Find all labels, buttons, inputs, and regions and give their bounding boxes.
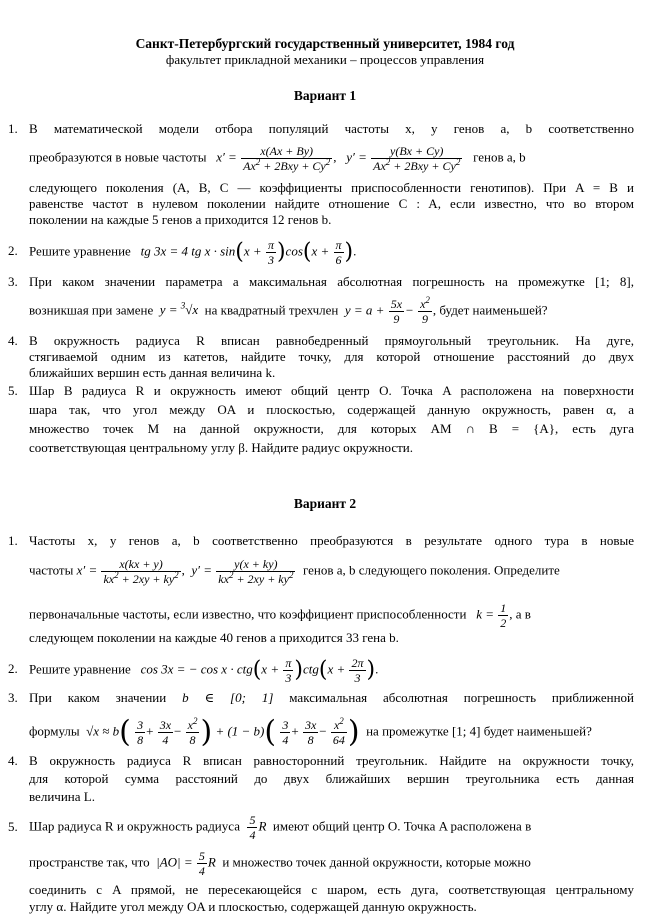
formula-fraction: $\frac{5}{4}$ bbox=[198, 849, 205, 878]
problem-text-line: Шар радиуса R и окружность радиуса $\frac{5}{4}$ R имеют общий центр O. Точка A расположена в bbox=[29, 813, 532, 842]
problem-number: 1. bbox=[8, 121, 18, 136]
problem-text-line: преобразуются в новые частоты x′ = $\frac{x(Ax + By)}{Ax^2 + 2Bxy + Cy^2}$ , y′ = $\frac{y(Bx + Cy)}{Ax^2 + 2Bxy + Cy^2}$ генов a, b bbox=[29, 144, 526, 173]
formula-fraction: $\frac{x(Ax + By)}{Ax^2 + 2Bxy + Cy^2}$ bbox=[243, 144, 331, 173]
problem-text-line: частоты x′ = $\frac{x(kx + y)}{kx^2 + 2xy + ky^2}$ , y′ = $\frac{y(x + ky)}{kx^2 + 2xy + ky^2}$ генов a, b следующего поколения. Определите bbox=[29, 557, 560, 586]
variant-2-heading: Вариант 2 bbox=[293, 496, 357, 511]
problem-text-line: В окружность радиуса R вписан равнобедренный прямоугольный треугольник. На дуге, bbox=[29, 333, 634, 348]
formula-fraction: $\frac{3}{8}$ bbox=[137, 718, 144, 747]
problem-text-line: следующего поколения (A, B, C — коэффициенты приспособленности генотипов). При A = B и bbox=[29, 180, 634, 195]
problem-number: 4. bbox=[8, 753, 18, 768]
formula-fraction: $\frac{3}{4}$ bbox=[282, 718, 289, 747]
formula-fraction: $\frac{3x}{4}$ bbox=[159, 718, 172, 747]
problem-text-line: возникшая при замене y = $^3$√x на квадратный трехчлен y = a + $\frac{5x}{9}$ − $\frac{x^2}{9}$ , будет наименьшей? bbox=[29, 295, 548, 326]
problem-text-line: ближайших вершин есть данная величина k. bbox=[29, 365, 276, 380]
problem-text-line: углу α. Найдите угол между OA и плоскостью, содержащей данную окружность. bbox=[29, 899, 477, 914]
formula-fraction: $\frac{x(kx + y)}{kx^2 + 2xy + ky^2}$ bbox=[103, 557, 179, 586]
problem-text-line: соответствующая центральному углу β. Найдите радиус окружности. bbox=[29, 440, 413, 455]
formula-fraction: $\frac{3x}{8}$ bbox=[304, 718, 317, 747]
problem-text-line: Решите уравнение tg 3x = 4 tg x · sin(x + $\frac{\pi}{3}$ )cos(x + $\frac{\pi}{6}$ ). bbox=[29, 238, 357, 267]
page-subtitle: факультет прикладной механики – процессов управления bbox=[165, 52, 485, 67]
problem-text-line: шара так, что угол между OA и плоскостью, содержащей данную окружность, равен α, а bbox=[29, 402, 634, 417]
formula-fraction: $\frac{x^2}{64}$ bbox=[332, 716, 345, 747]
problem-text-line: величина L. bbox=[29, 789, 95, 804]
formula-fraction: $\frac{y(Bx + Cy)}{Ax^2 + 2Bxy + Cy^2}$ bbox=[373, 144, 461, 173]
formula-fraction: $\frac{y(x + ky)}{kx^2 + 2xy + ky^2}$ bbox=[218, 557, 294, 586]
problem-number: 3. bbox=[8, 274, 18, 289]
problem-text-line: соединить с A прямой, не пересекающейся с шаром, есть дуга, соответствующая центральному bbox=[29, 882, 634, 897]
problem-text-line: множество точек M на данной окружности, для которых AM ∩ B = {A}, есть дуга bbox=[29, 421, 634, 436]
problem-number: 4. bbox=[8, 333, 18, 348]
formula-fraction: $\frac{2\pi}{3}$ bbox=[351, 656, 364, 685]
problem-text-line: Частоты x, y генов a, b соответственно преобразуются в результате одного тура в новые bbox=[29, 533, 634, 548]
problem-text-line: для которой сумма расстояний до двух ближайших вершин треугольника есть данная bbox=[29, 771, 634, 786]
problem-number: 2. bbox=[8, 661, 18, 676]
formula-fraction: $\frac{5x}{9}$ bbox=[390, 297, 403, 326]
problem-number: 1. bbox=[8, 533, 18, 548]
problem-text-line: первоначальные частоты, если известно, что коэффициент приспособленности k = $\frac{1}{2}$ , а в bbox=[29, 601, 531, 630]
problem-number: 5. bbox=[8, 819, 18, 834]
problem-number: 5. bbox=[8, 383, 18, 398]
problem-text-line: пространстве так, что |AO| = $\frac{5}{4}$ R и множество точек данной окружности, которые можно bbox=[29, 849, 531, 878]
formula-fraction: $\frac{\pi}{3}$ bbox=[285, 656, 292, 685]
page-title: Санкт-Петербургский государственный университет, 1984 год bbox=[135, 36, 515, 51]
problem-text-line: формулы √x ≈ b( $\frac{3}{8}$ + $\frac{3x}{4}$ − $\frac{x^2}{8}$ ) + (1 − b)( $\frac{3}{4}$ + $\frac{3x}{8}$ − $\frac{x^2}{64}$ ) на промежутке [1; 4] будет наименьшей? bbox=[29, 714, 592, 750]
formula-fraction: $\frac{\pi}{6}$ bbox=[335, 238, 342, 267]
problem-text-line: равенстве частот в нулевом поколении найдите отношение C : A, если известно, что во втором bbox=[29, 196, 634, 211]
formula-fraction: $\frac{1}{2}$ bbox=[500, 601, 507, 630]
problem-text-line: При каком значении параметра a максимальная абсолютная погрешность на промежутке [1; 8], bbox=[29, 274, 634, 289]
problem-number: 3. bbox=[8, 690, 18, 705]
problem-text-line: стягиваемой одним из катетов, найдите точку, для которой отношение расстояний до двух bbox=[29, 349, 634, 364]
problem-text-line: При каком значении b ∈ [0; 1] максимальная абсолютная погрешность приближенной bbox=[29, 690, 635, 705]
problem-text-line: следующем поколении на каждые 40 генов a приходится 33 гена b. bbox=[29, 630, 399, 645]
formula-fraction: $\frac{\pi}{3}$ bbox=[267, 238, 274, 267]
problem-text-line: Шар B радиуса R и окружность имеют общий центр O. Точка A расположена на поверхности bbox=[29, 383, 634, 398]
formula-fraction: $\frac{5}{4}$ bbox=[249, 813, 256, 842]
problem-text-line: Решите уравнение cos 3x = − cos x · ctg(x + $\frac{\pi}{3}$ )ctg(x + $\frac{2\pi}{3}$ ). bbox=[29, 656, 379, 685]
problem-text-line: В математической модели отбора популяций частоты x, y генов a, b соответственно bbox=[29, 121, 634, 136]
formula-fraction: $\frac{x^2}{9}$ bbox=[420, 295, 430, 326]
problem-text-line: поколении на каждые 5 генов a приходится 12 генов b. bbox=[29, 212, 332, 227]
variant-1-heading: Вариант 1 bbox=[293, 88, 357, 103]
formula-fraction: $\frac{x^2}{8}$ bbox=[187, 716, 198, 747]
problem-number: 2. bbox=[8, 243, 18, 258]
problem-text-line: В окружность радиуса R вписан равносторонний треугольник. Найдите на окружности точку, bbox=[29, 753, 634, 768]
